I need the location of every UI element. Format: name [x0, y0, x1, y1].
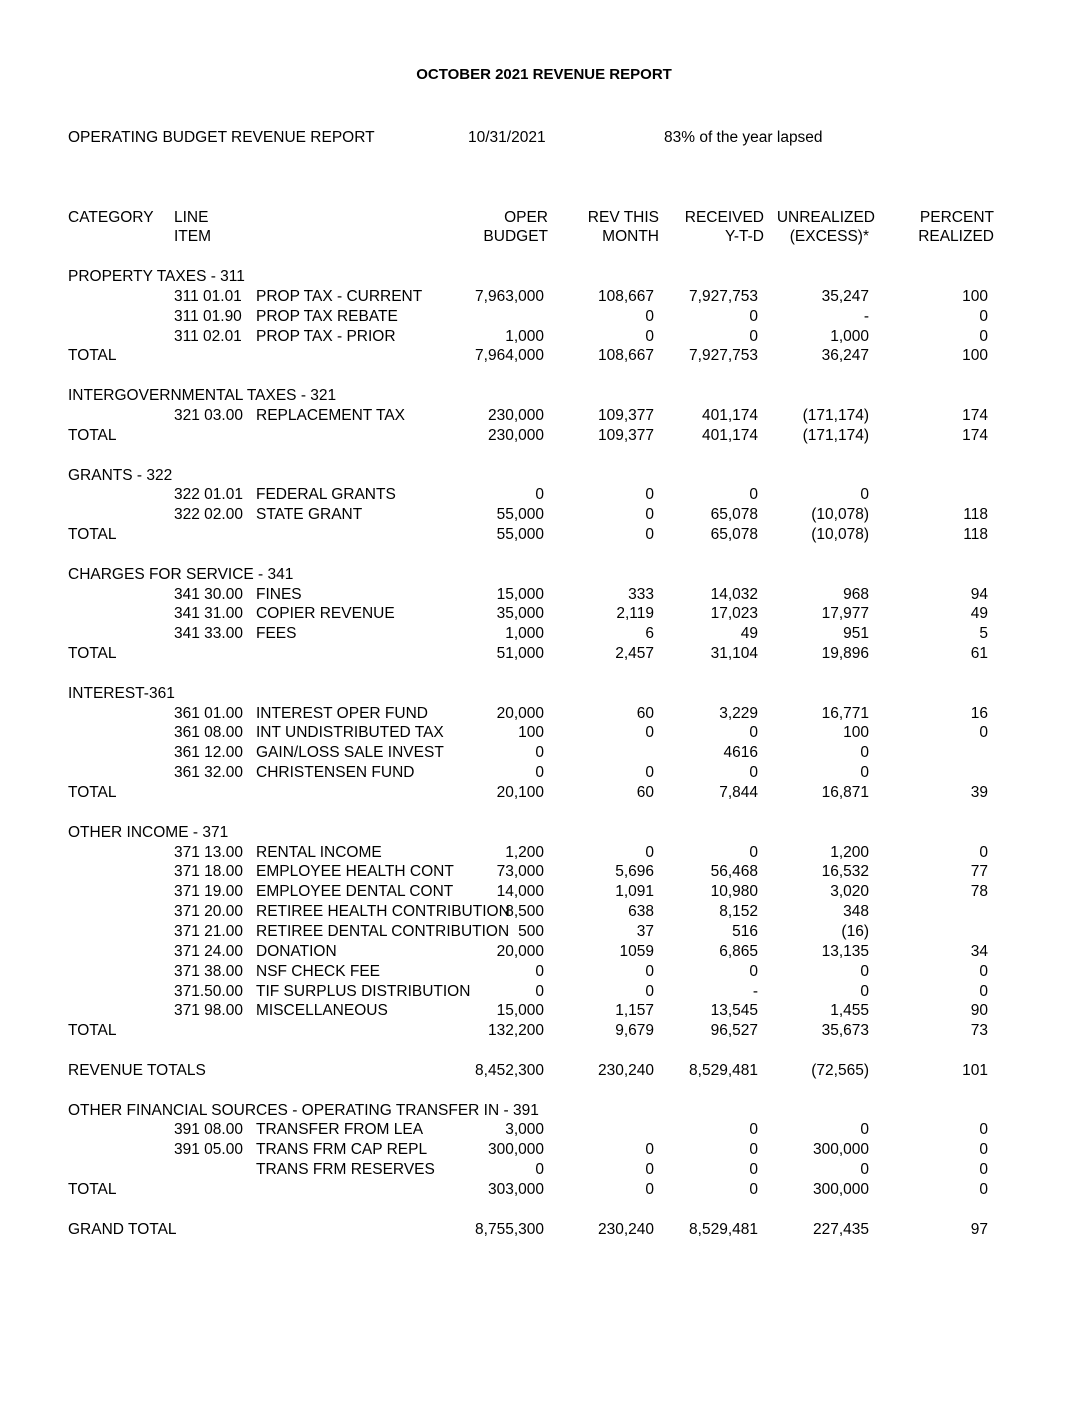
- cell-ytd: 0: [749, 1161, 758, 1178]
- cell-pct: 0: [979, 963, 988, 980]
- category-heading: OTHER INCOME - 371: [68, 824, 229, 841]
- cell-pct: 0: [979, 1181, 988, 1198]
- cell-ytd: 0: [749, 328, 758, 345]
- header-percent: PERCENT: [919, 209, 994, 226]
- cell-budget: 15,000: [496, 586, 544, 603]
- line-item-description: TRANS FRM RESERVES: [256, 1161, 435, 1178]
- cell-unreal: 348: [843, 903, 869, 920]
- cell-month: 230,240: [597, 1221, 654, 1238]
- cell-budget: 3,000: [505, 1121, 544, 1138]
- line-item-description: FEDERAL GRANTS: [256, 486, 396, 503]
- line-item-code: 371 20.00: [174, 903, 243, 920]
- total-label: TOTAL: [68, 784, 117, 801]
- cell-month: 1,157: [615, 1002, 654, 1019]
- cell-budget: 51,000: [496, 645, 544, 662]
- line-item-description: CHRISTENSEN FUND: [256, 764, 415, 781]
- cell-budget: 1,200: [505, 844, 544, 861]
- cell-unreal: 1,455: [830, 1002, 869, 1019]
- cell-unreal: 35,247: [821, 288, 869, 305]
- cell-ytd: 49: [740, 625, 758, 642]
- cell-ytd: 0: [749, 1141, 758, 1158]
- year-lapsed-note: 83% of the year lapsed: [664, 129, 823, 146]
- cell-ytd: 0: [749, 844, 758, 861]
- line-item-description: RETIREE DENTAL CONTRIBUTION: [256, 923, 510, 940]
- cell-month: 1,091: [615, 883, 654, 900]
- cell-ytd: 6,865: [719, 943, 758, 960]
- cell-unreal: 3,020: [830, 883, 869, 900]
- cell-month: 0: [645, 844, 654, 861]
- cell-budget: 0: [535, 983, 544, 1000]
- cell-pct: 174: [962, 407, 988, 424]
- cell-month: 333: [628, 586, 654, 603]
- cell-pct: 100: [962, 288, 988, 305]
- header-item: ITEM: [174, 228, 212, 245]
- cell-budget: 35,000: [496, 605, 544, 622]
- header-line: LINE: [174, 209, 209, 226]
- cell-month: 108,667: [597, 347, 654, 364]
- cell-month: 60: [636, 705, 654, 722]
- cell-month: 2,457: [615, 645, 654, 662]
- cell-ytd: 14,032: [710, 586, 758, 603]
- cell-budget: 0: [535, 764, 544, 781]
- cell-unreal: 968: [843, 586, 869, 603]
- total-label: TOTAL: [68, 1022, 117, 1039]
- cell-pct: 101: [962, 1062, 988, 1079]
- cell-budget: 0: [535, 744, 544, 761]
- cell-ytd: 13,545: [710, 1002, 758, 1019]
- line-item-code: 371 13.00: [174, 844, 243, 861]
- cell-month: 109,377: [597, 407, 654, 424]
- cell-budget: 7,964,000: [475, 347, 544, 364]
- header-oper: OPER: [504, 209, 548, 226]
- cell-month: 2,119: [616, 605, 654, 622]
- total-label: TOTAL: [68, 526, 117, 543]
- cell-unreal: 100: [843, 724, 869, 741]
- line-item-description: TRANS FRM CAP REPL: [256, 1141, 428, 1158]
- line-item-description: GAIN/LOSS SALE INVEST: [256, 744, 444, 761]
- cell-budget: 1,000: [505, 328, 544, 345]
- line-item-description: INT UNDISTRIBUTED TAX: [256, 724, 444, 741]
- header-ytd: Y-T-D: [724, 228, 764, 245]
- cell-unreal: 13,135: [821, 943, 869, 960]
- line-item-code: 341 33.00: [174, 625, 243, 642]
- cell-unreal: 300,000: [812, 1181, 869, 1198]
- cell-ytd: 7,927,753: [689, 288, 758, 305]
- line-item-description: EMPLOYEE DENTAL CONT: [256, 883, 454, 900]
- cell-unreal: 0: [860, 486, 869, 503]
- cell-pct: 77: [970, 863, 988, 880]
- line-item-description: TRANSFER FROM LEA: [256, 1121, 424, 1138]
- total-label: TOTAL: [68, 427, 117, 444]
- line-item-description: DONATION: [256, 943, 337, 960]
- cell-unreal: 35,673: [821, 1022, 869, 1039]
- cell-ytd: 10,980: [710, 883, 758, 900]
- cell-budget: 55,000: [496, 526, 544, 543]
- cell-unreal: (10,078): [811, 526, 869, 543]
- line-item-code: 361 08.00: [174, 724, 243, 741]
- cell-budget: 8,755,300: [475, 1221, 544, 1238]
- cell-budget: 20,100: [496, 784, 544, 801]
- cell-pct: 39: [970, 784, 988, 801]
- cell-month: 0: [645, 983, 654, 1000]
- line-item-code: 371 24.00: [174, 943, 243, 960]
- cell-budget: 100: [518, 724, 544, 741]
- cell-unreal: (10,078): [811, 506, 869, 523]
- line-item-code: 311 01.90: [174, 308, 242, 325]
- cell-pct: 94: [970, 586, 988, 603]
- line-item-code: 361 32.00: [174, 764, 243, 781]
- cell-month: 37: [636, 923, 654, 940]
- line-item-code: 371 19.00: [174, 883, 243, 900]
- cell-budget: 1,000: [505, 625, 544, 642]
- line-item-code: 321 03.00: [174, 407, 243, 424]
- cell-budget: 8,452,300: [475, 1062, 544, 1079]
- cell-pct: 0: [979, 844, 988, 861]
- cell-month: 6: [645, 625, 654, 642]
- cell-budget: 7,963,000: [475, 288, 544, 305]
- report-date: 10/31/2021: [468, 129, 546, 146]
- cell-unreal: (171,174): [802, 407, 869, 424]
- cell-budget: 73,000: [496, 863, 544, 880]
- line-item-description: REPLACEMENT TAX: [256, 407, 406, 424]
- cell-budget: 20,000: [496, 705, 544, 722]
- cell-unreal: 16,871: [821, 784, 869, 801]
- cell-month: 0: [645, 1141, 654, 1158]
- cell-budget: 230,000: [487, 407, 544, 424]
- category-heading: GRANTS - 322: [68, 467, 173, 484]
- cell-pct: 5: [979, 625, 988, 642]
- cell-pct: 90: [970, 1002, 988, 1019]
- line-item-code: 311 02.01: [174, 328, 242, 345]
- cell-month: 0: [645, 724, 654, 741]
- line-item-code: 391 08.00: [174, 1121, 243, 1138]
- cell-ytd: 96,527: [710, 1022, 758, 1039]
- line-item-code: 361 12.00: [174, 744, 243, 761]
- line-item-code: 371 98.00: [174, 1002, 243, 1019]
- line-item-code: 391 05.00: [174, 1141, 243, 1158]
- category-heading: CHARGES FOR SERVICE - 341: [68, 566, 294, 583]
- report-name: OPERATING BUDGET REVENUE REPORT: [68, 129, 375, 146]
- line-item-code: 322 01.01: [174, 486, 243, 503]
- cell-budget: 0: [535, 1161, 544, 1178]
- cell-month: 0: [645, 1161, 654, 1178]
- category-heading: OTHER FINANCIAL SOURCES - OPERATING TRANSFER IN - 391: [68, 1102, 539, 1119]
- cell-month: 638: [628, 903, 654, 920]
- line-item-description: PROP TAX REBATE: [256, 308, 398, 325]
- cell-pct: 0: [979, 1161, 988, 1178]
- cell-pct: 0: [979, 308, 988, 325]
- cell-ytd: 0: [749, 764, 758, 781]
- cell-unreal: 951: [843, 625, 869, 642]
- cell-pct: 0: [979, 328, 988, 345]
- category-heading: INTERGOVERNMENTAL TAXES - 321: [68, 387, 337, 404]
- cell-budget: 230,000: [487, 427, 544, 444]
- cell-unreal: 300,000: [812, 1141, 869, 1158]
- cell-ytd: 65,078: [710, 506, 758, 523]
- cell-ytd: 401,174: [701, 427, 758, 444]
- header-unrealized: UNREALIZED: [776, 209, 875, 226]
- line-item-code: 322 02.00: [174, 506, 243, 523]
- cell-unreal: 16,771: [821, 705, 869, 722]
- report-title: OCTOBER 2021 REVENUE REPORT: [416, 66, 672, 83]
- cell-budget: 15,000: [496, 1002, 544, 1019]
- line-item-code: 371.50.00: [174, 983, 243, 1000]
- header-month: MONTH: [602, 228, 659, 245]
- line-item-description: RETIREE HEALTH CONTRIBUTION: [256, 903, 510, 920]
- line-item-description: PROP TAX - PRIOR: [256, 328, 396, 345]
- line-item-description: INTEREST OPER FUND: [256, 705, 428, 722]
- cell-unreal: -: [863, 308, 869, 325]
- cell-ytd: 8,152: [719, 903, 758, 920]
- cell-ytd: 56,468: [710, 863, 758, 880]
- cell-ytd: 65,078: [710, 526, 758, 543]
- header-received: RECEIVED: [684, 209, 764, 226]
- cell-pct: 73: [970, 1022, 988, 1039]
- cell-ytd: 8,529,481: [689, 1062, 758, 1079]
- cell-ytd: 0: [749, 724, 758, 741]
- cell-month: 9,679: [615, 1022, 654, 1039]
- cell-month: 0: [645, 308, 654, 325]
- cell-unreal: (72,565): [811, 1062, 869, 1079]
- cell-ytd: 0: [749, 308, 758, 325]
- header-category: CATEGORY: [68, 209, 154, 226]
- line-item-code: 371 18.00: [174, 863, 243, 880]
- cell-unreal: 0: [860, 744, 869, 761]
- cell-month: 1059: [619, 943, 654, 960]
- line-item-description: TIF SURPLUS DISTRIBUTION: [256, 983, 471, 1000]
- cell-month: 60: [636, 784, 654, 801]
- header-rev-this: REV THIS: [587, 209, 659, 226]
- cell-ytd: 516: [732, 923, 758, 940]
- cell-pct: 174: [962, 427, 988, 444]
- cell-month: 109,377: [597, 427, 654, 444]
- cell-unreal: 17,977: [821, 605, 869, 622]
- line-item-code: 371 21.00: [174, 923, 243, 940]
- cell-month: 0: [645, 506, 654, 523]
- cell-ytd: 7,844: [719, 784, 758, 801]
- cell-budget: 55,000: [496, 506, 544, 523]
- header-excess: (EXCESS)*: [789, 228, 869, 245]
- line-item-code: 341 30.00: [174, 586, 243, 603]
- cell-pct: 118: [963, 506, 988, 523]
- line-item-description: STATE GRANT: [256, 506, 363, 523]
- cell-ytd: 3,229: [719, 705, 758, 722]
- cell-ytd: 401,174: [701, 407, 758, 424]
- line-item-description: COPIER REVENUE: [256, 605, 395, 622]
- cell-unreal: 36,247: [821, 347, 869, 364]
- cell-month: 230,240: [597, 1062, 654, 1079]
- cell-budget: 132,200: [487, 1022, 544, 1039]
- cell-pct: 61: [970, 645, 988, 662]
- cell-unreal: (171,174): [802, 427, 869, 444]
- cell-ytd: -: [752, 983, 758, 1000]
- cell-month: 0: [645, 764, 654, 781]
- cell-ytd: 0: [749, 1181, 758, 1198]
- cell-budget: 500: [518, 923, 544, 940]
- header-realized: REALIZED: [918, 228, 994, 245]
- cell-pct: 49: [970, 605, 988, 622]
- cell-unreal: 0: [860, 1161, 869, 1178]
- cell-month: 0: [645, 486, 654, 503]
- cell-budget: 0: [535, 963, 544, 980]
- cell-ytd: 0: [749, 1121, 758, 1138]
- line-item-description: FINES: [256, 586, 302, 603]
- cell-pct: 0: [979, 983, 988, 1000]
- line-item-code: 341 31.00: [174, 605, 243, 622]
- cell-unreal: 227,435: [812, 1221, 869, 1238]
- cell-unreal: 1,200: [830, 844, 869, 861]
- cell-unreal: (16): [841, 923, 869, 940]
- cell-pct: 34: [970, 943, 988, 960]
- cell-pct: 78: [970, 883, 988, 900]
- cell-month: 0: [645, 328, 654, 345]
- cell-pct: 100: [962, 347, 988, 364]
- line-item-code: 361 01.00: [174, 705, 243, 722]
- cell-pct: 118: [963, 526, 988, 543]
- cell-ytd: 17,023: [710, 605, 758, 622]
- cell-ytd: 7,927,753: [689, 347, 758, 364]
- category-heading: PROPERTY TAXES - 311: [68, 268, 245, 285]
- cell-pct: 16: [970, 705, 988, 722]
- line-item-description: EMPLOYEE HEALTH CONT: [256, 863, 454, 880]
- cell-ytd: 0: [749, 963, 758, 980]
- line-item-description: MISCELLANEOUS: [256, 1002, 388, 1019]
- line-item-code: 371 38.00: [174, 963, 243, 980]
- cell-budget: 300,000: [487, 1141, 544, 1158]
- cell-budget: 0: [535, 486, 544, 503]
- cell-month: 5,696: [615, 863, 654, 880]
- cell-unreal: 0: [860, 983, 869, 1000]
- total-label: TOTAL: [68, 347, 117, 364]
- line-item-description: NSF CHECK FEE: [256, 963, 381, 980]
- line-item-code: 311 01.01: [174, 288, 242, 305]
- total-label: GRAND TOTAL: [68, 1221, 177, 1238]
- cell-month: 108,667: [597, 288, 654, 305]
- line-item-description: PROP TAX - CURRENT: [256, 288, 423, 305]
- cell-ytd: 4616: [723, 744, 758, 761]
- cell-ytd: 0: [749, 486, 758, 503]
- header-budget: BUDGET: [483, 228, 548, 245]
- cell-month: 0: [645, 1181, 654, 1198]
- cell-unreal: 0: [860, 764, 869, 781]
- cell-ytd: 8,529,481: [689, 1221, 758, 1238]
- category-heading: INTEREST-361: [68, 685, 175, 702]
- cell-budget: 14,000: [496, 883, 544, 900]
- cell-budget: 303,000: [487, 1181, 544, 1198]
- total-label: REVENUE TOTALS: [68, 1062, 206, 1079]
- cell-unreal: 1,000: [830, 328, 869, 345]
- cell-pct: 0: [979, 1141, 988, 1158]
- cell-month: 0: [645, 526, 654, 543]
- cell-pct: 0: [979, 724, 988, 741]
- cell-unreal: 19,896: [821, 645, 869, 662]
- cell-pct: 0: [979, 1121, 988, 1138]
- line-item-description: RENTAL INCOME: [256, 844, 382, 861]
- total-label: TOTAL: [68, 1181, 117, 1198]
- cell-month: 0: [645, 963, 654, 980]
- cell-unreal: 0: [860, 1121, 869, 1138]
- cell-budget: 20,000: [496, 943, 544, 960]
- cell-unreal: 16,532: [821, 863, 869, 880]
- cell-budget: 8,500: [505, 903, 544, 920]
- total-label: TOTAL: [68, 645, 117, 662]
- line-item-description: FEES: [256, 625, 297, 642]
- cell-pct: 97: [970, 1221, 988, 1238]
- cell-ytd: 31,104: [710, 645, 758, 662]
- cell-unreal: 0: [860, 963, 869, 980]
